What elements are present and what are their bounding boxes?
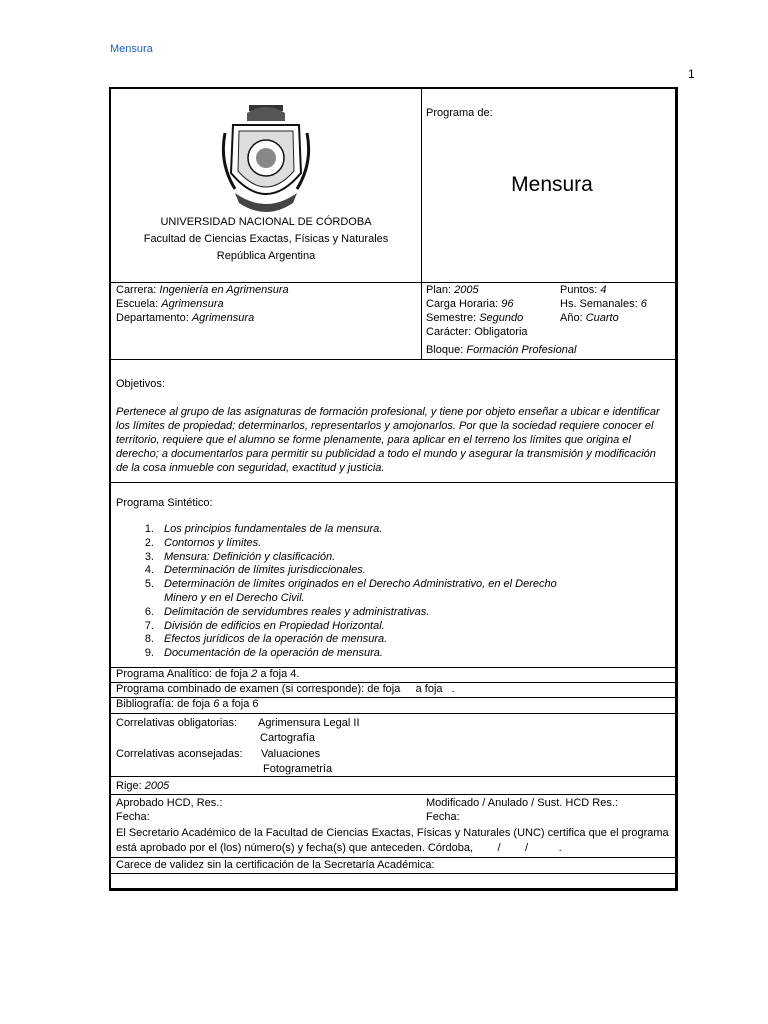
escuela-line: Escuela: Agrimensura xyxy=(116,298,224,310)
aprobado-fecha: Fecha: xyxy=(116,811,150,823)
header-row xyxy=(111,89,675,283)
modificado-fecha: Fecha: xyxy=(426,811,460,823)
country-name: República Argentina xyxy=(216,250,316,262)
sintetico-list xyxy=(131,523,574,661)
sintetico-item-number: 6. xyxy=(144,605,154,618)
certificacion-text: El Secretario Académico de la Facultad de Ciencias Exactas, Físicas y Naturales (UNC) certifica que el programa está aprobado por el (los) número(s) y fecha(s) que anteceden. Córdoba, / / . xyxy=(116,827,672,854)
sintetico-item-text: Determinación de límites jurisdiccionales. xyxy=(164,564,366,577)
info-row xyxy=(111,282,675,360)
correlativa-obligatoria-2: Cartografía xyxy=(260,732,316,744)
sintetico-item-text: Contornos y límites. xyxy=(164,536,262,549)
sintetico-item xyxy=(131,551,574,565)
sintetico-item xyxy=(131,537,574,551)
correlativa-aconsejada-1: Valuaciones xyxy=(261,748,321,760)
sintetico-item-number: 8. xyxy=(144,633,154,646)
university-seal-icon xyxy=(221,103,311,218)
sintetico-item-text: División de edificios en Propiedad Horizontal. xyxy=(164,619,385,632)
bibliografia-text: Bibliografía: de foja 6 a foja 6 xyxy=(116,698,259,710)
caracter-line: Carácter: Obligatoria xyxy=(426,326,528,338)
sintetico-item-text: Mensura: Definición y clasificación. xyxy=(164,550,336,563)
sintetico-item xyxy=(131,647,574,661)
validez-text: Carece de validez sin la certificación de la Secretaría Académica: xyxy=(116,859,435,871)
analitico-row xyxy=(111,667,675,683)
sintetico-item-number: 9. xyxy=(144,647,154,660)
validez-row xyxy=(111,857,675,874)
plan-line: Plan: 2005 xyxy=(426,284,479,296)
program-label: Programa de: xyxy=(426,107,493,119)
sintetico-item-text: Documentación de la operación de mensura. xyxy=(164,647,383,660)
university-name: UNIVERSIDAD NACIONAL DE CÓRDOBA xyxy=(160,216,372,228)
header-link-mensura[interactable]: Mensura xyxy=(110,43,153,55)
sintetico-row xyxy=(111,482,675,668)
sintetico-item-number: 1. xyxy=(144,523,154,535)
sintetico-item-number: 5. xyxy=(144,578,154,591)
sintetico-item-text: Efectos jurídicos de la operación de mensura. xyxy=(164,633,388,646)
correlativa-obligatoria-1: Agrimensura Legal II xyxy=(258,717,360,729)
sintetico-item-text: Delimitación de servidumbres reales y administrativas. xyxy=(164,605,430,618)
correlativa-aconsejada-2: Fotogrametría xyxy=(263,763,333,775)
rige-row xyxy=(111,776,675,795)
sintetico-label: Programa Sintético: xyxy=(116,497,213,509)
sintetico-item xyxy=(131,633,574,647)
page-number: 1 xyxy=(688,67,695,81)
semestre-line: Semestre: Segundo xyxy=(426,312,524,324)
sintetico-item xyxy=(131,606,574,620)
combinado-text: Programa combinado de examen (si corresponde): de foja a foja . xyxy=(116,683,455,695)
objetivos-label: Objetivos: xyxy=(116,378,165,390)
aprobado-row xyxy=(111,794,675,858)
combinado-row xyxy=(111,682,675,698)
analitico-text: Programa Analítico: de foja 2 a foja 4. xyxy=(116,668,300,680)
hs-semanales-line: Hs. Semanales: 6 xyxy=(560,298,647,310)
modificado-hcd: Modificado / Anulado / Sust. HCD Res.: xyxy=(426,797,618,809)
sintetico-item xyxy=(131,523,574,537)
objetivos-text: Pertenece al grupo de las asignaturas de formación profesional, y tiene por objeto enseñar a ubicar e identificar los límites de propiedad; determinarlos, representarlos y amojonarlos. Por que la sociedad requiere conocer el territorio, requiere que el alumno se forme plenamente, para aplicar en el terreno los límites que origina el derecho; a documentarlos para permitir su publicidad a todo el mundo y asegurar la transmisión y modificación de la cosa inmueble con seguridad, exactitud y justicia. xyxy=(116,406,660,474)
correlativas-aconsejadas-label: Correlativas aconsejadas: xyxy=(116,748,243,760)
anio-line: Año: Cuarto xyxy=(560,312,619,324)
correlativas-obligatorias-label: Correlativas obligatorias: xyxy=(116,717,238,729)
faculty-name: Facultad de Ciencias Exactas, Físicas y Naturales xyxy=(143,233,389,245)
correlativas-row xyxy=(111,713,675,777)
sintetico-item-number: 7. xyxy=(144,619,154,632)
puntos-line: Puntos: 4 xyxy=(560,284,607,296)
departamento-line: Departamento: Agrimensura xyxy=(116,312,255,324)
carrera-line: Carrera: Ingeniería en Agrimensura xyxy=(116,284,289,296)
bloque-line: Bloque: Formación Profesional xyxy=(426,344,577,356)
sintetico-item-text: Los principios fundamentales de la mensura. xyxy=(164,523,383,535)
bibliografia-row xyxy=(111,697,675,714)
sintetico-item xyxy=(131,564,574,578)
objetivos-row xyxy=(111,359,675,483)
sintetico-item-number: 2. xyxy=(144,536,154,549)
rige-text: Rige: 2005 xyxy=(116,780,170,792)
program-title: Mensura xyxy=(511,173,593,196)
sintetico-item xyxy=(131,578,574,606)
carga-line: Carga Horaria: 96 xyxy=(426,298,514,310)
sintetico-item-text: Determinación de límites originados en el Derecho Administrativo, en el Derecho Minero y en el Derecho Civil. xyxy=(164,578,557,604)
aprobado-hcd: Aprobado HCD, Res.: xyxy=(116,797,223,809)
sintetico-item-number: 4. xyxy=(144,564,154,577)
program-form xyxy=(109,87,678,891)
sintetico-item-number: 3. xyxy=(144,550,154,563)
sintetico-item xyxy=(131,620,574,634)
